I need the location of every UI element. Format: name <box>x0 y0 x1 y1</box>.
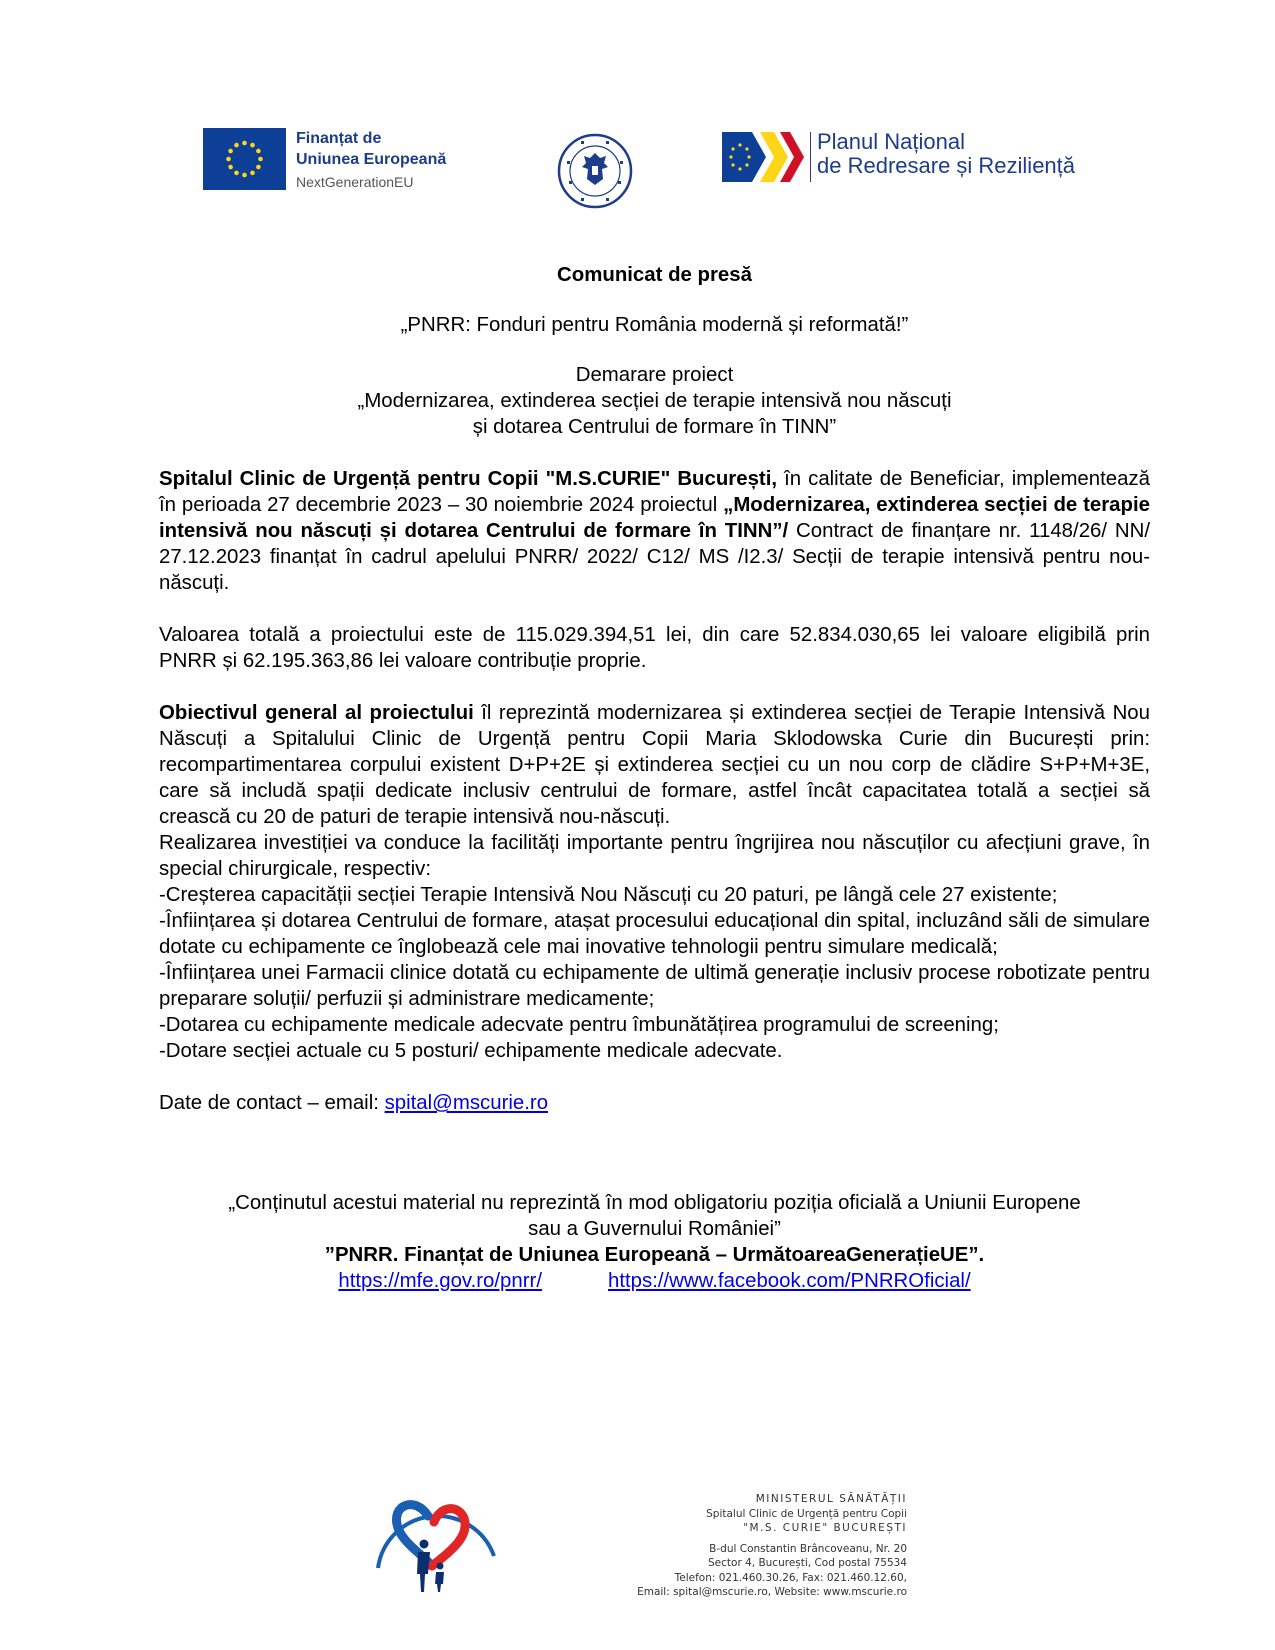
footer-address1: B-dul Constantin Brâncoveanu, Nr. 20 <box>709 1542 907 1555</box>
intro-paragraph <box>159 466 1150 596</box>
disclaimer-line1: „Conținutul acestui material nu reprezintă în mod obligatoriu poziția oficială a Uniunii Europene <box>228 1192 1081 1214</box>
list-item: -Dotare secției actuale cu 5 posturi/ echipamente medicale adecvate. <box>159 1040 783 1062</box>
disclaimer <box>159 1190 1150 1294</box>
press-release <box>159 262 1150 1294</box>
list-item: -Creșterea capacității secției Terapie Intensivă Nou Născuți cu 20 paturi, pe lângă cele 27 existente; <box>159 884 1058 906</box>
intro-text-1: în calitate de Beneficiar, implementează în perioada 27 decembrie 2023 – 30 noiembrie 2024 proiectul <box>159 468 1150 516</box>
objective-paragraph <box>159 700 1150 830</box>
footer-hospital-name: "M.S. CURIE" BUCUREȘTI <box>743 1522 907 1534</box>
footer-hospital: Spitalul Clinic de Urgență pentru Copii <box>706 1507 907 1520</box>
list-item: -Înființarea unei Farmacii clinice dotată cu echipamente de ultimă generație inclusiv procese robotizate pentru preparare soluții/ perfuzii și administrare medicamente; <box>159 962 1150 1010</box>
hospital-contact-block <box>637 1492 907 1600</box>
investment-paragraph: Realizarea investiției va conduce la facilități importante pentru îngrijirea nou născuților cu afecțiuni grave, în special chirurgicale, respectiv: <box>159 832 1150 880</box>
facebook-pnrr-link[interactable]: https://www.facebook.com/PNRROficial/ <box>607 1270 971 1292</box>
objective-label: Obiectivul general al proiectului <box>159 702 474 724</box>
contact-email-link[interactable]: spital@mscurie.ro <box>384 1092 549 1114</box>
list-item: -Dotarea cu echipamente medicale adecvate pentru îmbunătățirea programului de screening; <box>159 1014 999 1036</box>
slogan: „PNRR: Fonduri pentru România modernă și reformată!” <box>400 314 909 336</box>
footer-web: Email: spital@mscurie.ro, Website: www.mscurie.ro <box>637 1586 907 1598</box>
project-subtitle <box>159 362 1150 440</box>
pnrr-logo-line2: de Redresare și Reziliență <box>817 153 1076 178</box>
eu-logo-line2: Uniunea Europeană <box>296 151 447 168</box>
pnrr-arrows-icon <box>722 132 804 182</box>
contact-line <box>159 1090 1150 1116</box>
objective-text: îl reprezintă modernizarea și extinderea secției de Terapie Intensivă Nou Născuți a Spitalului Clinic de Urgență pentru Copii Maria Sklodowska Curie din București prin: recompartimentarea corpului existent D+P+2E și extinderea secției cu un nou corp de clădire S+P+M+3E, care să includă spații dedicate inclusiv centrului de formare, astfel încât capacitatea totală a secției să crească cu 20 de paturi de terapie intensivă nou-născuți. <box>159 702 1150 828</box>
pnrr-logo <box>722 130 1102 186</box>
government-seal-icon <box>557 133 633 209</box>
subtitle-line2: „Modernizarea, extinderea secției de terapie intensivă nou născuți <box>357 390 952 412</box>
pnrr-tagline: ”PNRR. Finanțat de Uniunea Europeană – UrmătoareaGenerațieUE”. <box>324 1244 985 1266</box>
footer-address2: Sector 4, București, Cod postal 75534 <box>708 1557 907 1569</box>
page-title: Comunicat de presă <box>557 264 752 286</box>
intro-text-2: Contract de finanțare nr. 1148/26/ NN/ 27.12.2023 finanțat în cadrul apelului PNRR/ 2022/ C12/ MS /I2.3/ Secții de terapie intensivă pentru nou-născuți. <box>159 520 1150 594</box>
contact-label: Date de contact – email: <box>159 1092 385 1114</box>
project-title: „Modernizarea, extinderea secției de terapie intensivă nou născuți și dotarea Centrului de formare în TINN”/ <box>159 494 1150 542</box>
pnrr-logo-line1: Planul Național <box>817 129 965 154</box>
disclaimer-line2: sau a Guvernului României” <box>528 1218 781 1240</box>
eu-logo-line3: NextGenerationEU <box>296 174 414 190</box>
subtitle-line3: și dotarea Centrului de formare în TINN” <box>472 416 837 438</box>
eu-flag-icon <box>203 128 286 190</box>
pnrr-separator <box>810 132 811 182</box>
mfe-pnrr-link[interactable]: https://mfe.gov.ro/pnrr/ <box>338 1270 542 1292</box>
footer-phone: Telefon: 021.460.30.26, Fax: 021.460.12.60, <box>674 1571 907 1584</box>
subtitle-line1: Demarare proiect <box>575 364 734 386</box>
footer-ministry: MINISTERUL SĂNĂTĂȚII <box>755 1493 907 1505</box>
pnrr-links <box>159 1268 1150 1294</box>
value-paragraph: Valoarea totală a proiectului este de 115.029.394,51 lei, din care 52.834.030,65 lei valoare eligibilă prin PNRR și 62.195.363,86 lei valoare contribuție proprie. <box>159 624 1150 672</box>
hospital-logo-icon <box>366 1482 506 1600</box>
eu-funding-logo <box>203 128 463 190</box>
list-item: -Înființarea și dotarea Centrului de formare, atașat procesului educațional din spital, incluzând săli de simulare dotate cu echipamente ce înglobează cele mai inovative tehnologii pentru simulare medicală; <box>159 910 1150 958</box>
beneficiary-name: Spitalul Clinic de Urgență pentru Copii "M.S.CURIE" București, <box>159 468 778 490</box>
eu-logo-line1: Finanțat de <box>296 130 382 147</box>
